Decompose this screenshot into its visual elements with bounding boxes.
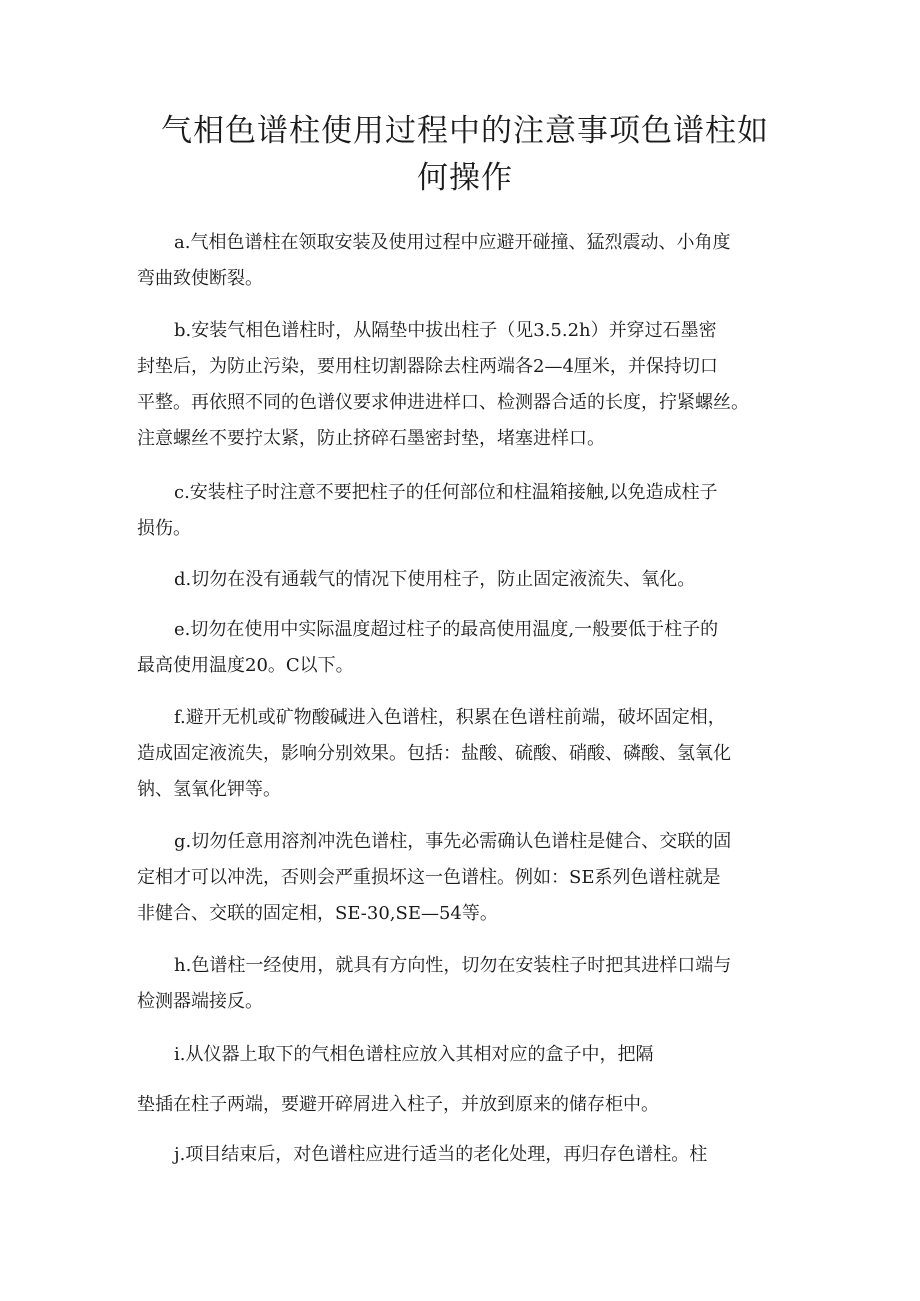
paragraph-j xyxy=(137,1137,797,1173)
paragraph-e xyxy=(137,612,797,684)
paragraph-d xyxy=(137,562,797,598)
paragraph-line: b.安装气相色谱柱时，从隔垫中拔出柱子（见3.5.2h）并穿过石墨密 xyxy=(174,320,717,341)
paragraph-line: 钠、氢氧化钾等。 xyxy=(137,779,281,800)
paragraph-line: 检测器端接反。 xyxy=(137,991,263,1012)
paragraph-line: e.切勿在使用中实际温度超过柱子的最高使用温度,一般要低于柱子的 xyxy=(174,619,719,640)
paragraph-line: 最高使用温度20。C以下。 xyxy=(137,655,354,676)
paragraph-line: i.从仪器上取下的气相色谱柱应放入其相对应的盒子中，把隔 xyxy=(174,1044,654,1065)
paragraph-line: d.切勿在没有通载气的情况下使用柱子，防止固定液流失、氧化。 xyxy=(174,569,696,590)
page-title xyxy=(140,108,790,202)
paragraph-c xyxy=(137,475,797,547)
paragraph-line: g.切勿任意用溶剂冲洗色谱柱，事先必需确认色谱柱是健合、交联的固 xyxy=(174,831,732,852)
title-line-1: 气相色谱柱使用过程中的注意事项色谱柱如 xyxy=(161,113,769,149)
paragraph-line: c.安装柱子时注意不要把柱子的任何部位和柱温箱接触,以免造成柱子 xyxy=(174,482,718,503)
paragraph-a xyxy=(137,225,797,297)
paragraph-line: 造成固定液流失，影响分别效果。包括：盐酸、硫酸、硝酸、磷酸、氢氧化 xyxy=(137,743,731,764)
paragraph-line: 垫插在柱子两端，要避开碎屑进入柱子，并放到原来的储存柜中。 xyxy=(137,1094,659,1115)
paragraph-line: 损伤。 xyxy=(137,518,191,539)
paragraph-line: 定相才可以冲洗，否则会严重损坏这一色谱柱。例如：SE系列色谱柱就是 xyxy=(137,867,721,888)
paragraph-line: 注意螺丝不要拧太紧，防止挤碎石墨密封垫，堵塞进样口。 xyxy=(137,428,605,449)
paragraph-i-continued xyxy=(137,1087,797,1123)
paragraph-line: f.避开无机或矿物酸碱进入色谱柱，积累在色谱柱前端，破坏固定相， xyxy=(174,707,726,728)
paragraph-line: 非健合、交联的固定相，SE-30,SE—54等。 xyxy=(137,903,498,924)
paragraph-f xyxy=(137,700,797,808)
paragraph-line: 弯曲致使断裂。 xyxy=(137,268,263,289)
paragraph-h xyxy=(137,948,797,1020)
paragraph-line: 封垫后，为防止污染，要用柱切割器除去柱两端各2—4厘米，并保持切口 xyxy=(137,356,718,377)
paragraph-g xyxy=(137,824,797,932)
paragraph-line: j.项目结束后，对色谱柱应进行适当的老化处理，再归存色谱柱。柱 xyxy=(174,1144,708,1165)
paragraph-line: h.色谱柱一经使用，就具有方向性，切勿在安装柱子时把其进样口端与 xyxy=(174,955,732,976)
paragraph-b xyxy=(137,313,797,457)
paragraph-line: 平整。再依照不同的色谱仪要求伸进进样口、检测器合适的长度，拧紧螺丝。 xyxy=(137,392,749,413)
title-line-2: 何操作 xyxy=(417,160,513,196)
paragraph-i xyxy=(137,1037,797,1073)
paragraph-line: a.气相色谱柱在领取安装及使用过程中应避开碰撞、猛烈震动、小角度 xyxy=(174,232,731,253)
